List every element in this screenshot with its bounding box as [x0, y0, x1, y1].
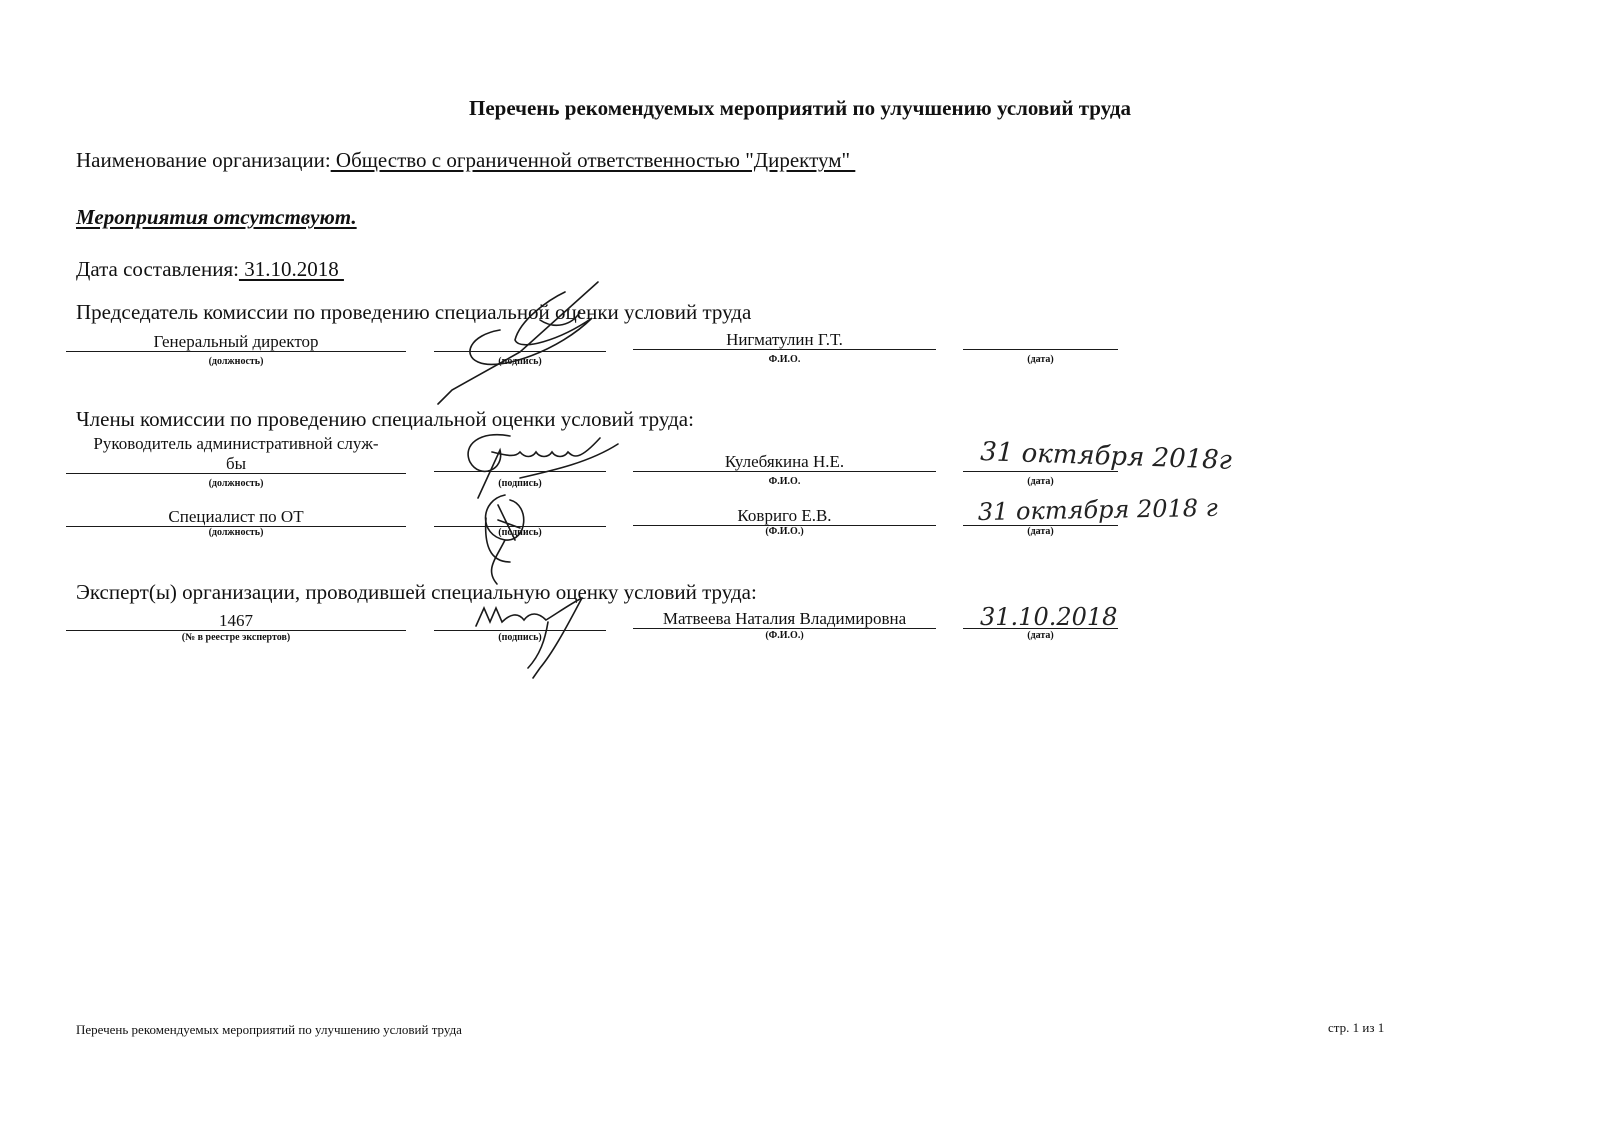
member1-name-line [633, 471, 936, 472]
expert-registry-caption: (№ в реестре экспертов) [181, 632, 291, 643]
expert-name-caption: (Ф.И.О.) [765, 630, 804, 641]
expert-date-line [963, 628, 1118, 629]
date-value: 31.10.2018 [238, 257, 344, 281]
expert-registry-number: 1467 [219, 611, 253, 630]
organization-label: Наименование организации: [76, 148, 331, 172]
date-label: Дата составления: [76, 257, 239, 281]
member1-position-caption: (должность) [208, 478, 264, 489]
member2-name-caption: (Ф.И.О.) [765, 526, 804, 537]
member2-position: Специалист по ОТ [168, 507, 304, 526]
chairman-date-line [963, 349, 1118, 350]
chairman-signature-line [434, 351, 606, 352]
chairman-name: Нигматулин Г.Т. [726, 330, 843, 349]
date-row [76, 257, 344, 282]
chairman-date-caption: (дата) [1027, 354, 1054, 365]
document-title: Перечень рекомендуемых мероприятий по улучшению условий труда [469, 96, 1131, 120]
chairman-position-caption: (должность) [208, 356, 264, 367]
member1-signature-line [434, 471, 606, 472]
member1-date-caption: (дата) [1027, 476, 1054, 487]
organization-row [76, 148, 855, 173]
member1-position-line [66, 473, 406, 474]
member1-name: Кулебякина Н.Е. [724, 452, 845, 471]
member2-signature [485, 495, 523, 584]
member1-position-line2: бы [225, 454, 247, 473]
expert-registry-line [66, 630, 406, 631]
expert-signature-line [434, 630, 606, 631]
footer-left: Перечень рекомендуемых мероприятий по улучшению условий труда [76, 1022, 462, 1037]
chairman-name-caption: Ф.И.О. [768, 354, 801, 365]
chairman-heading: Председатель комиссии по проведению специальной оценки условий труда [76, 300, 752, 324]
expert-name-line [633, 628, 936, 629]
member1-position [66, 434, 406, 474]
member2-signature-caption: (подпись) [498, 527, 542, 538]
chairman-name-line [633, 349, 936, 350]
member2-name: Ковриго Е.В. [737, 506, 832, 525]
member1-position-line1: Руководитель административной служ- [93, 434, 379, 453]
member1-signature-caption: (подпись) [498, 478, 542, 489]
expert-name: Матвеева Наталия Владимировна [662, 609, 907, 628]
member2-date-caption: (дата) [1027, 526, 1054, 537]
experts-heading: Эксперт(ы) организации, проводившей специальную оценку условий труда: [76, 580, 757, 604]
members-heading: Члены комиссии по проведению специальной оценки условий труда: [76, 407, 694, 431]
chairman-position: Генеральный директор [153, 332, 319, 351]
expert-date-handwritten: 31.10.2018 [980, 603, 1118, 631]
chairman-signature-caption: (подпись) [498, 356, 542, 367]
expert-date-caption: (дата) [1027, 630, 1054, 641]
member1-date-handwritten: 31 октября 2018г [979, 437, 1233, 476]
member2-date-handwritten: 31 октября 2018 г [977, 493, 1219, 526]
organization-value: Общество с ограниченной ответственностью "Директум" [330, 148, 856, 172]
chairman-position-line [66, 351, 406, 352]
member1-name-caption: Ф.И.О. [768, 476, 801, 487]
member1-date-line [963, 471, 1118, 472]
no-measures-note: Мероприятия отсутствуют. [76, 205, 357, 229]
expert-signature-caption: (подпись) [498, 632, 542, 643]
footer-page-number: стр. 1 из 1 [1328, 1020, 1385, 1035]
member2-position-caption: (должность) [208, 527, 264, 538]
